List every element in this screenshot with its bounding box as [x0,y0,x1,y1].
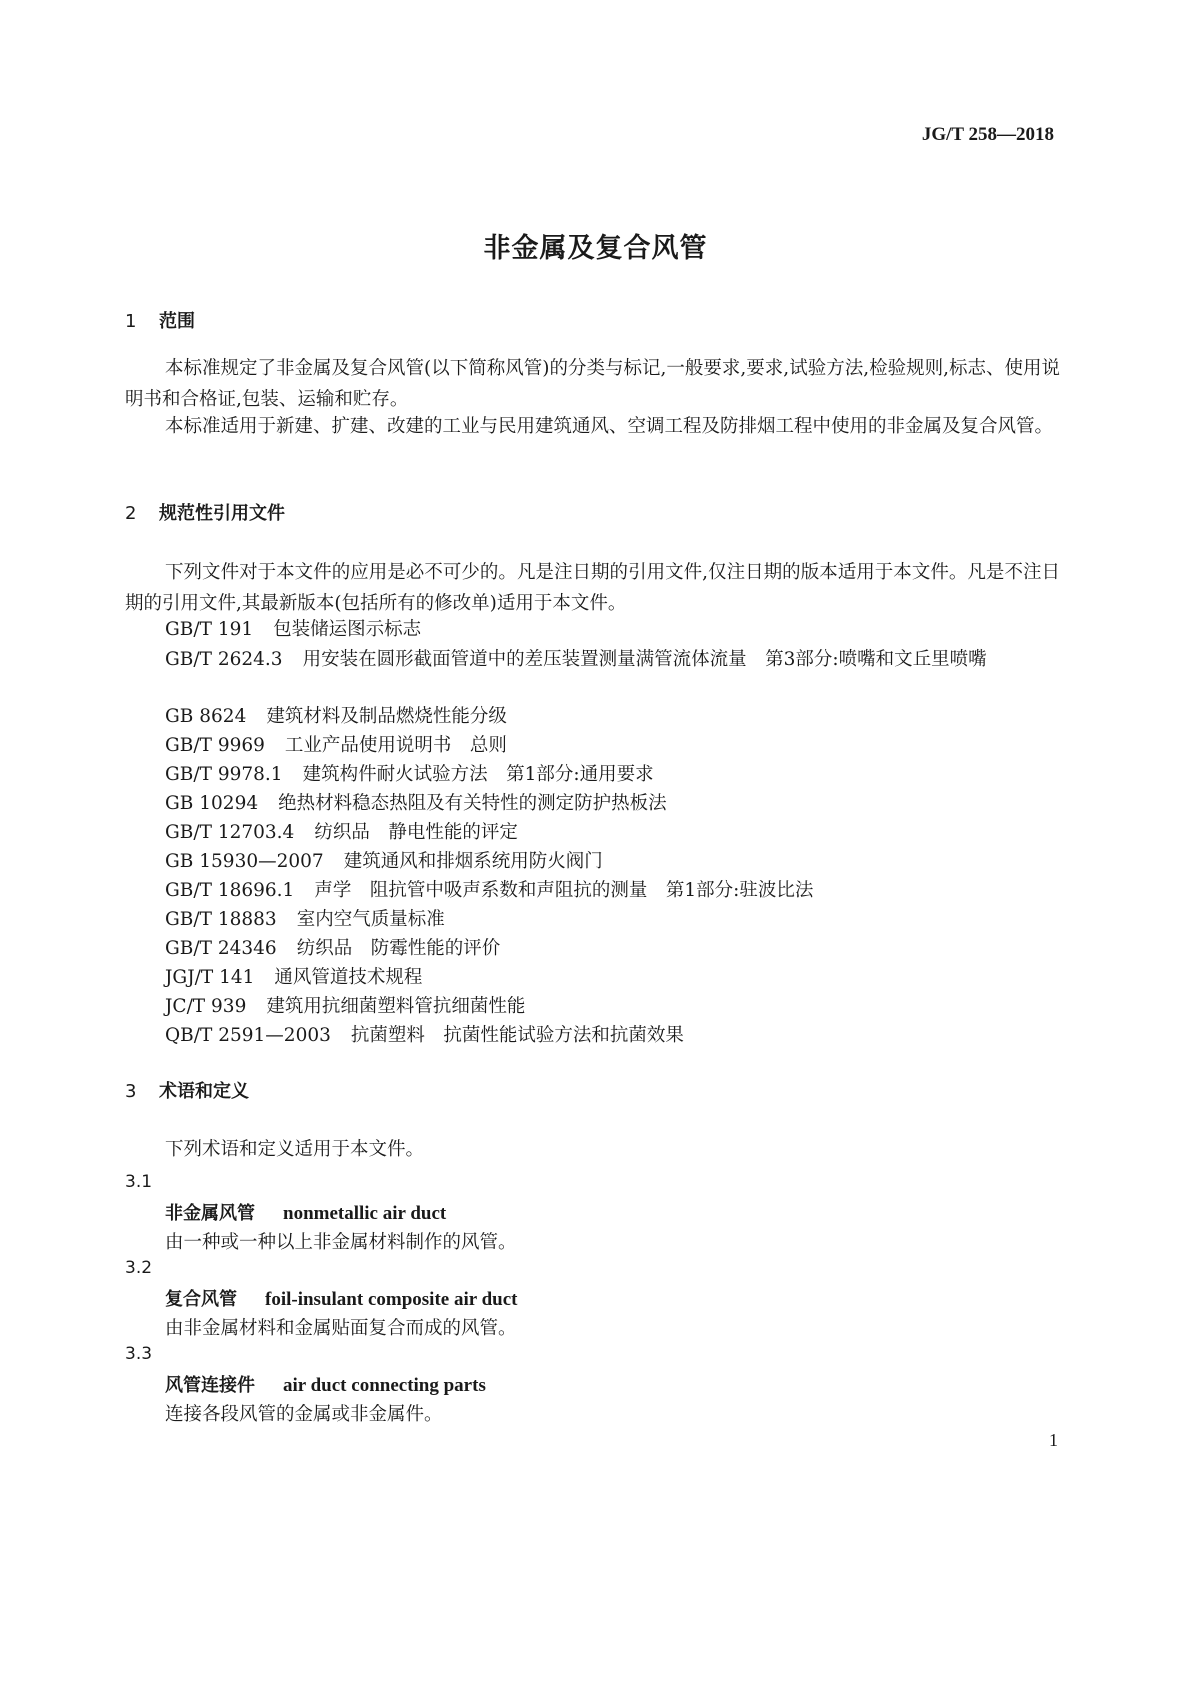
section-title: 术语和定义 [159,1081,249,1102]
standard-code: JG/T 258—2018 [921,124,1054,145]
reference-item: GB/T 2624.3 用安装在圆形截面管道中的差压装置测量满管流体流量 第3部分:喷嘴和文丘里喷嘴 [165,649,987,670]
section-number: 2 [125,503,137,524]
reference-item: GB/T 18883 室内空气质量标准 [165,909,445,930]
section-number: 3 [125,1081,137,1102]
section-title: 范围 [159,311,195,332]
scope-paragraph-1: 本标准规定了非金属及复合风管(以下简称风管)的分类与标记,一般要求,要求,试验方法,检验规则,标志、使用说明书和合格证,包装、运输和贮存。 [125,358,1060,410]
term-definition: 由非金属材料和金属贴面复合而成的风管。 [165,1318,517,1339]
reference-item: GB/T 12703.4 纺织品 静电性能的评定 [165,822,518,843]
terms-intro: 下列术语和定义适用于本文件。 [165,1139,425,1160]
references-intro: 下列文件对于本文件的应用是必不可少的。凡是注日期的引用文件,仅注日期的版本适用于本文件。凡是不注日期的引用文件,其最新版本(包括所有的修改单)适用于本文件。 [125,562,1060,614]
term-number: 3.2 [125,1258,153,1278]
reference-item: GB/T 9969 工业产品使用说明书 总则 [165,735,507,756]
term-definition: 连接各段风管的金属或非金属件。 [165,1404,443,1425]
reference-item: GB 8624 建筑材料及制品燃烧性能分级 [165,706,507,727]
reference-item: GB/T 18696.1 声学 阻抗管中吸声系数和声阻抗的测量 第1部分:驻波比法 [165,880,814,901]
section-number: 1 [125,311,137,332]
scope-paragraph-2: 本标准适用于新建、扩建、改建的工业与民用建筑通风、空调工程及防排烟工程中使用的非金属及复合风管。 [165,416,1054,437]
section-heading-scope [125,310,195,334]
reference-item: GB/T 9978.1 建筑构件耐火试验方法 第1部分:通用要求 [165,764,654,785]
section-heading-terms-definitions [125,1080,249,1104]
reference-item: GB 10294 绝热材料稳态热阻及有关特性的测定防护热板法 [165,793,667,814]
term-number: 3.3 [125,1344,153,1364]
reference-item: JGJ/T 141 通风管道技术规程 [165,967,423,988]
reference-item: GB 15930—2007 建筑通风和排烟系统用防火阀门 [165,851,603,872]
term-number: 3.1 [125,1172,153,1192]
term-name: 风管连接件 air duct connecting parts [165,1375,486,1396]
term-name: 复合风管 foil-insulant composite air duct [165,1289,518,1310]
term-definition: 由一种或一种以上非金属材料制作的风管。 [165,1232,517,1253]
document-title: 非金属及复合风管 [483,233,708,264]
term-name: 非金属风管 nonmetallic air duct [165,1203,447,1224]
reference-item: JC/T 939 建筑用抗细菌塑料管抗细菌性能 [165,996,526,1017]
reference-item: GB/T 24346 纺织品 防霉性能的评价 [165,938,501,959]
section-title: 规范性引用文件 [159,503,285,524]
section-heading-normative-references [125,502,285,526]
reference-item: GB/T 191 包装储运图示标志 [165,619,422,640]
reference-item: QB/T 2591—2003 抗菌塑料 抗菌性能试验方法和抗菌效果 [165,1025,684,1046]
page-number: 1 [1049,1430,1058,1450]
